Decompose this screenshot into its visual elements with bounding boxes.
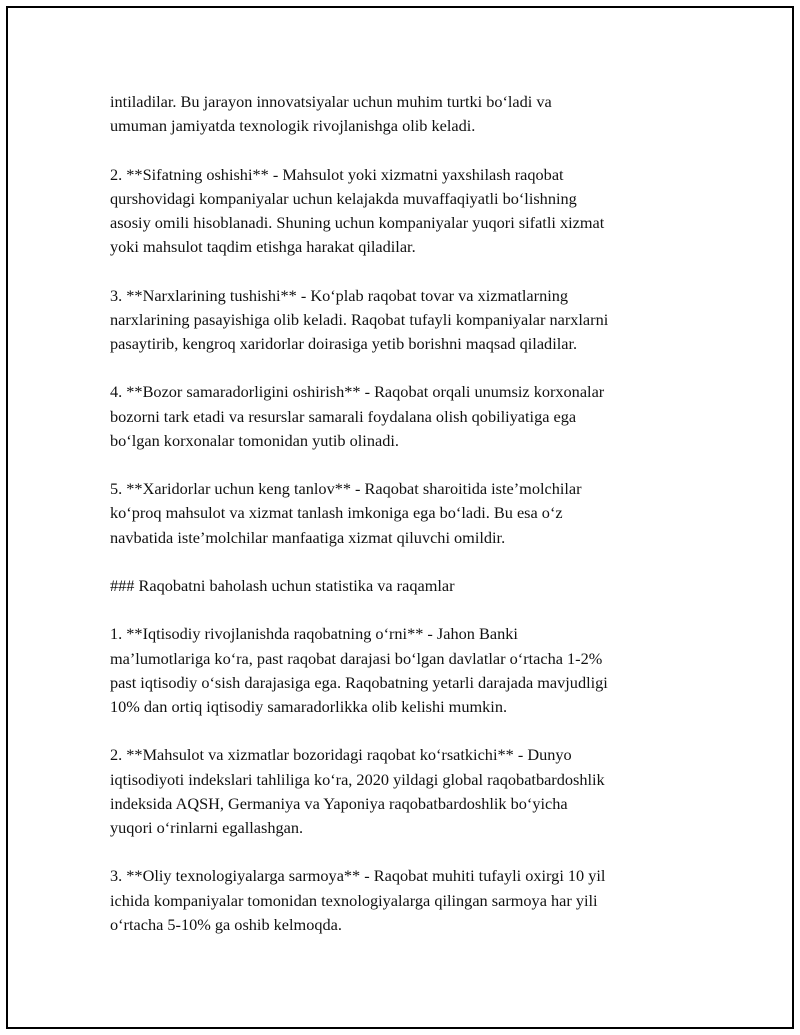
paragraph-consumer-choice: 5. **Xaridorlar uchun keng tanlov** - Raqobat sharoitida iste’molchilar ko‘proq mahsulot va xizmat tanlash imkoniga ega bo‘ladi. Bu esa o‘z navbatida iste’molchilar manfaatiga xizmat qiluvchi omildir.: [110, 479, 582, 547]
paragraph-tech-investment: 3. **Oliy texnologiyalarga sarmoya** - Raqobat muhiti tufayli oxirgi 10 yil ichida kompaniyalar tomonidan texnologiyalarga qilingan sarmoya har yili o‘rtacha 5-10% ga oshib kelmoqda.: [110, 866, 606, 934]
paragraph-competitiveness-index: 2. **Mahsulot va xizmatlar bozoridagi raqobat ko‘rsatkichi** - Dunyo iqtisodiyoti indekslari tahliliga ko‘ra, 2020 yildagi global raqobatbardoshlik indeksida AQSH, Germaniya va Yaponiya raqobatbardoshlik bo‘yicha yuqori o‘rinlarni egallashgan.: [110, 745, 605, 837]
paragraph-price-decrease: 3. **Narxlarining tushishi** - Ko‘plab raqobat tovar va xizmatlarning narxlarining pasayishiga olib keladi. Raqobat tufayli kompaniyalar narxlarni pasaytirib, kengroq xaridorlar doirasiga yetib borishni maqsad qiladilar.: [110, 285, 609, 353]
document-body: [110, 90, 690, 961]
section-heading: ### Raqobatni baholash uchun statistika va raqamlar: [110, 575, 455, 595]
paragraph-intro-continuation: intiladilar. Bu jarayon innovatsiyalar uchun muhim turtki bo‘ladi va umuman jamiyatda texnologik rivojlanishga olib keladi.: [110, 92, 552, 136]
paragraph-market-efficiency: 4. **Bozor samaradorligini oshirish** - Raqobat orqali unumsiz korxonalar bozorni tark etadi va resurslar samarali foydalana olish qobiliyatiga ega bo‘lgan korxonalar tomonidan yutib olinadi.: [110, 382, 605, 450]
paragraph-quality-increase: 2. **Sifatning oshishi** - Mahsulot yoki xizmatni yaxshilash raqobat qurshovidagi kompaniyalar uchun kelajakda muvaffaqiyatli bo‘lishning asosiy omili hisoblanadi. Shuning uchun kompaniyalar yuqori sifatli xizmat yoki mahsulot taqdim etishga harakat qiladilar.: [110, 164, 605, 257]
paragraph-economic-development: 1. **Iqtisodiy rivojlanishda raqobatning o‘rni** - Jahon Banki ma’lumotlariga ko‘ra, past raqobat darajasi bo‘lgan davlatlar o‘rtacha 1-2% past iqtisodiy o‘sish darajasiga ega. Raqobatning yetarli darajada mavjudligi 10% dan ortiq iqtisodiy samaradorlikka olib kelishi mumkin.: [110, 624, 608, 716]
